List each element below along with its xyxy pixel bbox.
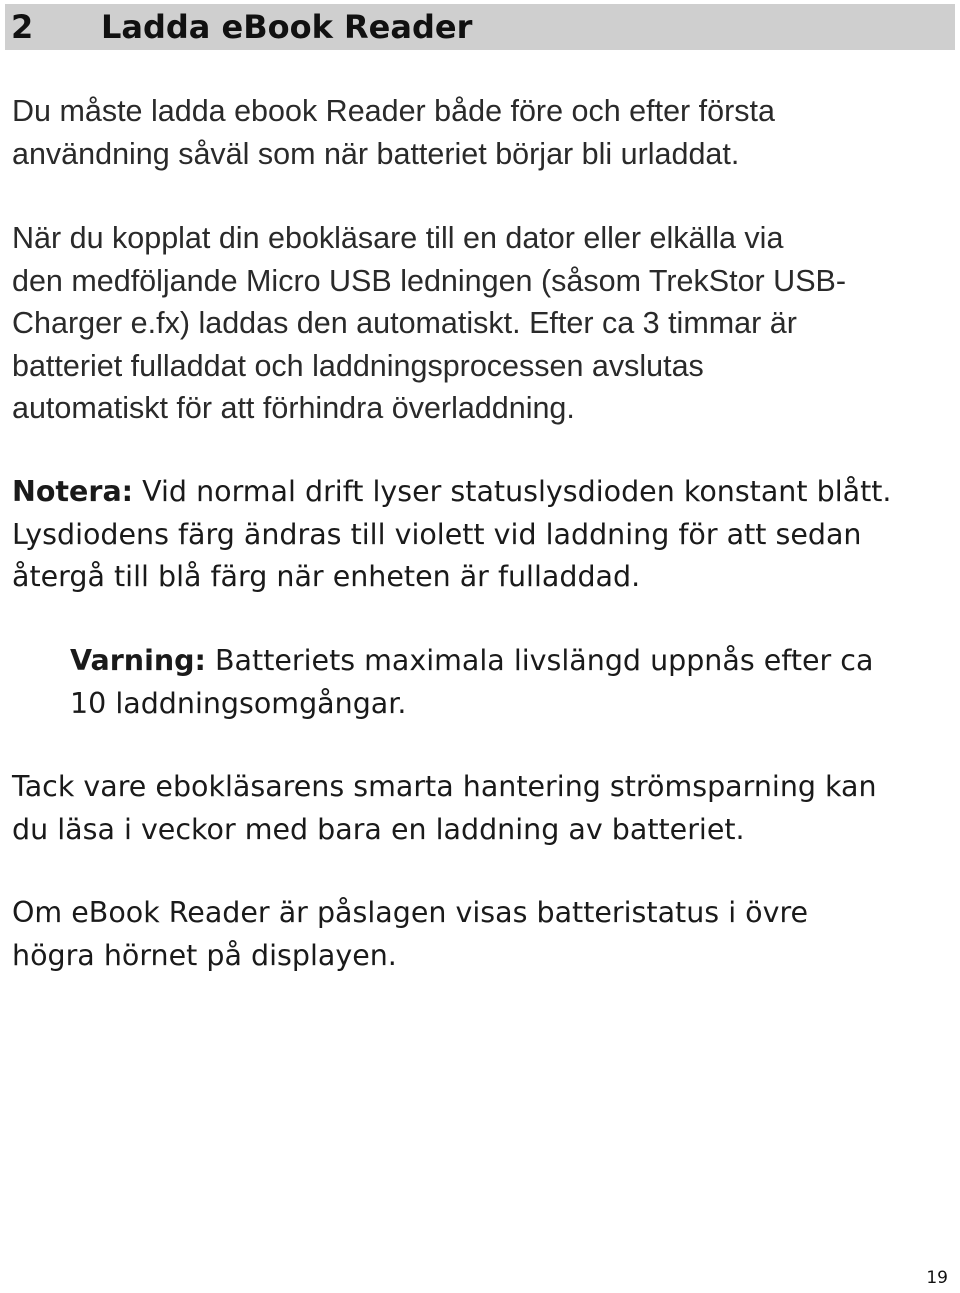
paragraph-line: den medföljande Micro USB ledningen (såsom TrekStor USB- <box>12 263 847 298</box>
paragraph-battery-status <box>12 892 952 977</box>
paragraph-line: automatiskt för att förhindra överladdning. <box>12 391 575 425</box>
section-number: 2 <box>11 8 34 46</box>
section-header <box>5 4 955 50</box>
paragraph-line: Batteriets maximala livslängd uppnås efter ca <box>205 644 874 677</box>
paragraph-line: batteriet fulladdat och laddningsprocessen avslutas <box>12 348 704 383</box>
paragraph-line: Vid normal drift lyser statuslysdioden konstant blått. <box>133 475 892 508</box>
warning-label: Varning: <box>70 644 206 677</box>
note-paragraph <box>12 471 952 599</box>
paragraph-line: Charger e.fx) laddas den automatiskt. Efter ca 3 timmar är <box>12 306 797 340</box>
paragraph-connection <box>12 217 952 430</box>
paragraph-line: När du kopplat din ebokläsare till en dator eller elkälla via <box>12 221 784 255</box>
paragraph-line: användning såväl som när batteriet börjar bli urladdat. <box>12 136 740 171</box>
page-number: 19 <box>926 1268 948 1288</box>
note-label: Notera: <box>12 475 134 508</box>
paragraph-power-saving <box>12 766 952 851</box>
paragraph-line: Du måste ladda ebook Reader både före och efter första <box>12 94 775 128</box>
section-title: Ladda eBook Reader <box>101 8 473 46</box>
paragraph-intro <box>12 90 952 175</box>
paragraph-line: återgå till blå färg när enheten är fulladdad. <box>12 560 641 593</box>
paragraph-line: 10 laddningsomgångar. <box>70 686 407 720</box>
paragraph-line: högra hörnet på displayen. <box>12 938 397 972</box>
paragraph-line: Tack vare ebokläsarens smarta hantering strömsparning kan <box>12 770 877 803</box>
warning-paragraph <box>70 640 950 725</box>
paragraph-line: Lysdiodens färg ändras till violett vid laddning för att sedan <box>12 517 862 551</box>
paragraph-line: du läsa i veckor med bara en laddning av batteriet. <box>12 812 745 846</box>
paragraph-line: Om eBook Reader är påslagen visas batteristatus i övre <box>12 896 809 929</box>
